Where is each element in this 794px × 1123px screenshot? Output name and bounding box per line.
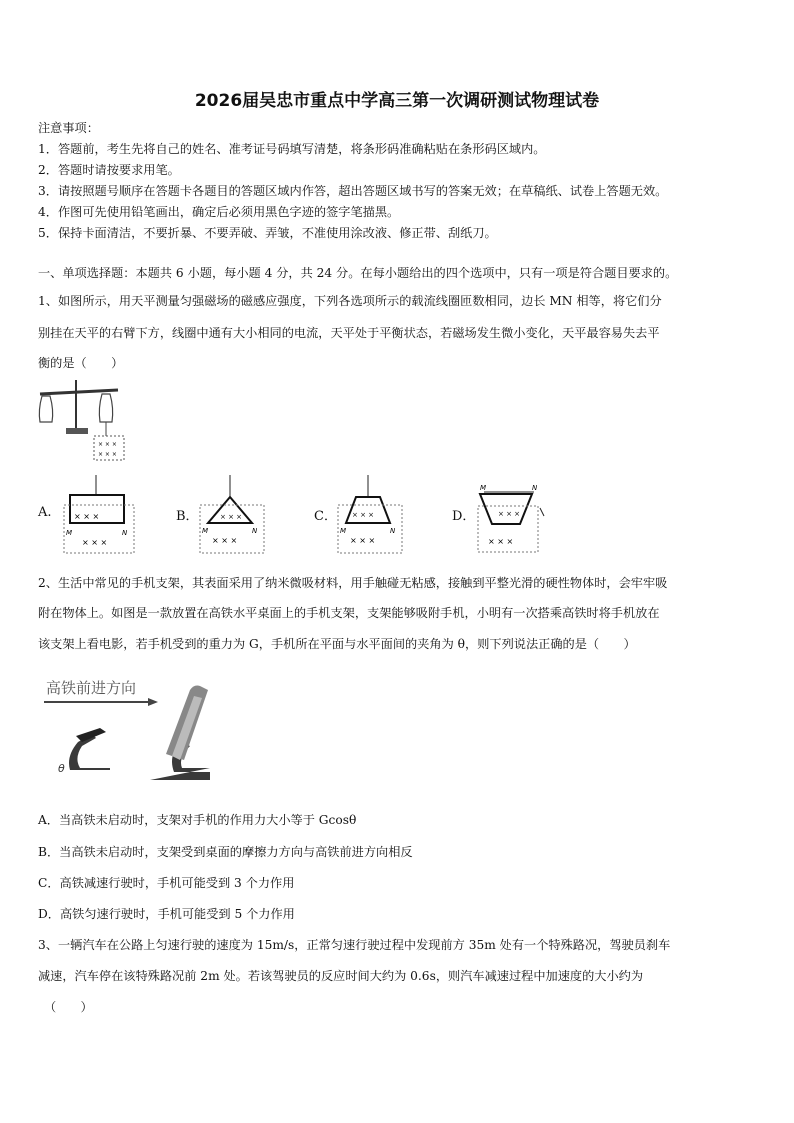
- m-label: M: [66, 529, 73, 537]
- field-marks: × × ×: [350, 536, 376, 545]
- field-marks: × × ×: [488, 537, 514, 546]
- question-2-text: 附在物体上。如图是一款放置在高铁水平桌面上的手机支架，支架能够吸附手机，小明有一次搭乘高铁时将手机放在: [38, 606, 660, 620]
- note-item: 5．保持卡面清洁，不要折暴、不要弄破、弄皱，不准使用涂改液、修正带、刮纸刀。: [38, 226, 497, 240]
- question-3-text: （ ）: [44, 1000, 93, 1014]
- option-b-label: B．: [176, 509, 199, 524]
- option-a-label: A.: [38, 505, 52, 520]
- n-label: N: [122, 529, 128, 537]
- question-1-text: 1、如图所示，用天平测量匀强磁场的磁感应强度，下列各选项所示的载流线圈匝数相同，边长 MN 相等，将它们分: [38, 294, 662, 308]
- coil-option-b: [198, 475, 268, 557]
- option-d-label: D．: [452, 509, 476, 524]
- n-label: N: [252, 527, 258, 535]
- theta-label: θ: [58, 762, 65, 775]
- field-marks: × × ×: [74, 512, 100, 521]
- question-2-option-b: B．当高铁未启动时，支架受到桌面的摩擦力方向与高铁前进方向相反: [38, 845, 413, 859]
- question-2-text: 该支架上看电影，若手机受到的重力为 G，手机所在平面与水平面间的夹角为 θ，则下列说法正确的是（ ）: [38, 637, 636, 651]
- note-item: 3．请按照题号顺序在答题卡各题目的答题区域内作答，超出答题区域书写的答案无效；在草稿纸、试卷上答题无效。: [38, 184, 668, 198]
- question-2-option-a: A．当高铁未启动时，支架对手机的作用力大小等于 Gcosθ: [38, 813, 357, 827]
- notes-heading: 注意事项：: [38, 121, 99, 135]
- question-1-text: 衡的是（ ）: [38, 356, 124, 370]
- n-label: N: [390, 527, 396, 535]
- option-c-label: C．: [314, 509, 337, 524]
- figure-caption: 高铁前进方向: [46, 679, 137, 697]
- field-marks: × × ×: [98, 451, 117, 458]
- m-label: M: [340, 527, 347, 535]
- question-2-text: 2、生活中常见的手机支架，其表面采用了纳米微吸材料，用手触碰无粘感，接触到平整光滑的硬性物体时，会牢牢吸: [38, 576, 668, 590]
- section-heading: 一、单项选择题：本题共 6 小题，每小题 4 分，共 24 分。在每小题给出的四个选项中，只有一项是符合题目要求的。: [38, 266, 678, 280]
- m-label: M: [480, 484, 487, 492]
- field-marks: × × ×: [220, 513, 243, 521]
- note-item: 2．答题时请按要求用笔。: [38, 163, 180, 177]
- question-3-text: 减速，汽车停在该特殊路况前 2m 处。若该驾驶员的反应时间大约为 0.6s，则汽车减速过程中加速度的大小约为: [38, 969, 644, 983]
- question-2-option-d: D．高铁匀速行驶时，手机可能受到 5 个力作用: [38, 907, 295, 921]
- question-3-text: 3、一辆汽车在公路上匀速行驶的速度为 15m/s，正常匀速行驶过程中发现前方 35m 处有一个特殊路况，驾驶员刹车: [38, 938, 671, 952]
- field-marks: × × ×: [498, 510, 521, 518]
- page-title: 2026届吴忠市重点中学高三第一次调研测试物理试卷: [194, 91, 600, 111]
- field-marks: × × ×: [352, 511, 375, 519]
- phone-stand-figure: [40, 676, 220, 788]
- note-item: 1．答题前，考生先将自己的姓名、准考证号码填写清楚，将条形码准确粘贴在条形码区域内。: [38, 142, 546, 156]
- coil-option-d: [474, 482, 546, 558]
- field-marks: × × ×: [212, 536, 238, 545]
- coil-option-a: [62, 475, 140, 557]
- coil-option-c: [336, 475, 406, 557]
- field-marks: × × ×: [98, 441, 117, 448]
- field-marks: × × ×: [82, 538, 108, 547]
- m-label: M: [202, 527, 209, 535]
- question-2-option-c: C．高铁减速行驶时，手机可能受到 3 个力作用: [38, 876, 295, 890]
- n-label: N: [532, 484, 538, 492]
- balance-figure: [36, 378, 128, 464]
- question-1-text: 别挂在天平的右臂下方，线圈中通有大小相同的电流，天平处于平衡状态，若磁场发生微小变化，天平最容易失去平: [38, 326, 660, 340]
- note-item: 4．作图可先使用铅笔画出，确定后必须用黑色字迹的签字笔描黑。: [38, 205, 400, 219]
